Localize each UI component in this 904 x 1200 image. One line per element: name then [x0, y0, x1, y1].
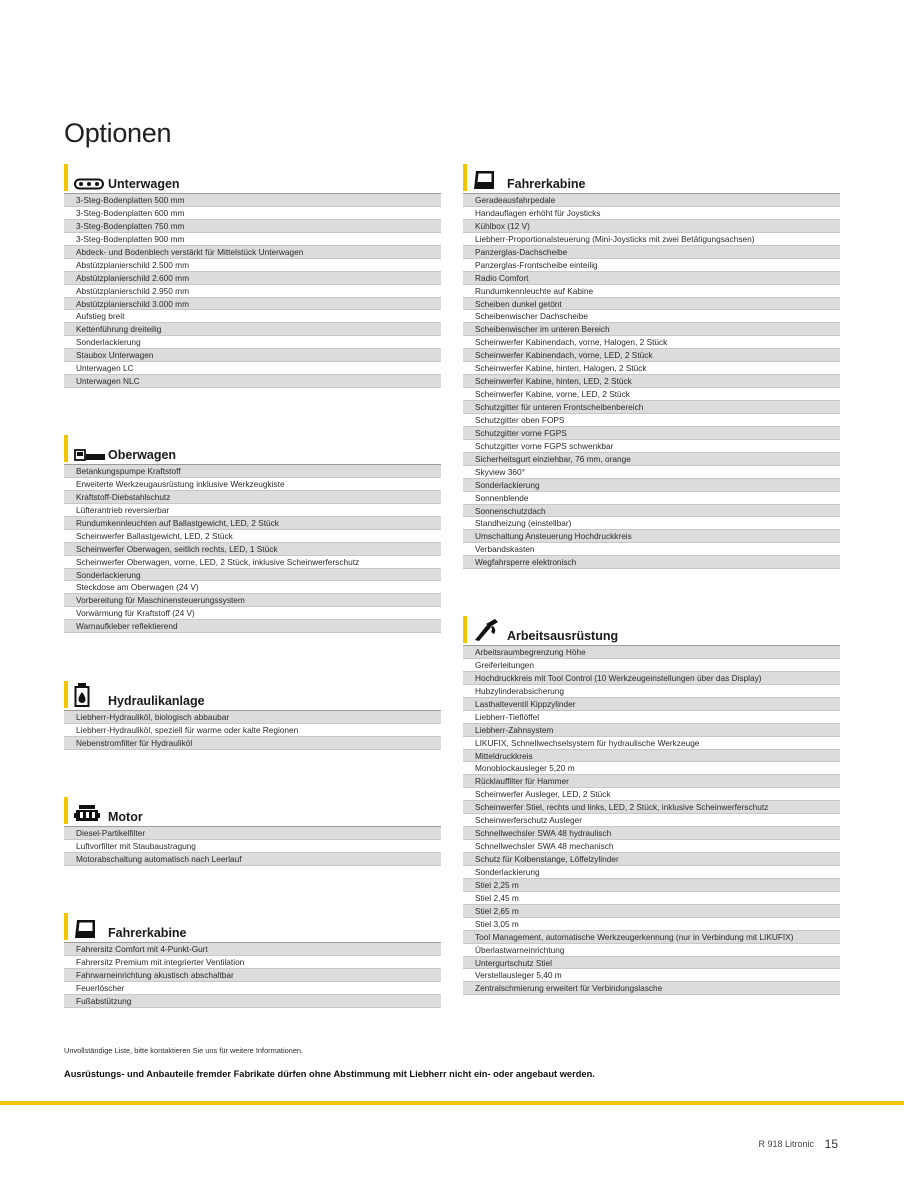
- option-item: 3-Steg-Bodenplatten 600 mm: [64, 207, 441, 220]
- option-item: Schnellwechsler SWA 48 mechanisch: [463, 840, 840, 853]
- options-list: [64, 943, 441, 1008]
- option-item: Scheinwerfer Kabine, hinten, LED, 2 Stück: [463, 375, 840, 388]
- option-item: Staubox Unterwagen: [64, 349, 441, 362]
- accent-bar: [463, 616, 467, 643]
- options-list: [64, 194, 441, 388]
- option-item: Liebherr-Tieflöffel: [463, 711, 840, 724]
- option-item: Kettenführung dreiteilig: [64, 323, 441, 336]
- option-item: Vorbereitung für Maschinensteuerungssystem: [64, 594, 441, 607]
- accent-bar: [64, 681, 68, 708]
- option-item: Sonderlackierung: [64, 336, 441, 349]
- disclaimer-note: Unvollständige Liste, bitte kontaktieren Sie uns für weitere Informationen.: [64, 1046, 304, 1055]
- options-list: [64, 465, 441, 633]
- option-item: Liebherr-Proportionalsteuerung (Mini-Joysticks mit zwei Betätigungsachsen): [463, 233, 840, 246]
- option-item: Abstützplanierschild 2.500 mm: [64, 259, 441, 272]
- section-unterwagen: [64, 163, 441, 388]
- option-item: Scheinwerfer Kabine, hinten, Halogen, 2 Stück: [463, 362, 840, 375]
- section-title: Oberwagen: [108, 448, 177, 462]
- option-item: Zentralschmierung erweitert für Verbindungslasche: [463, 982, 840, 995]
- section-title: Fahrerkabine: [507, 177, 586, 191]
- accent-bar: [64, 164, 68, 191]
- option-item: Scheinwerfer Stiel, rechts und links, LED, 2 Stück, inklusive Scheinwerferschutz: [463, 801, 840, 814]
- option-item: Fußabstützung: [64, 995, 441, 1008]
- option-item: Abstützplanierschild 2.950 mm: [64, 285, 441, 298]
- option-item: Überlastwarneinrichtung: [463, 944, 840, 957]
- option-item: Greiferleitungen: [463, 659, 840, 672]
- option-item: Radio Comfort: [463, 272, 840, 285]
- driver-cab-icon: [473, 170, 497, 190]
- option-item: Warnaufkleber reflektierend: [64, 620, 441, 633]
- option-item: Panzerglas-Frontscheibe einteilig: [463, 259, 840, 272]
- page-number: 15: [824, 1137, 838, 1151]
- option-item: Scheiben dunkel getönt: [463, 298, 840, 311]
- option-item: Lüfterantrieb reversierbar: [64, 504, 441, 517]
- option-item: Vorwärmung für Kraftstoff (24 V): [64, 607, 441, 620]
- option-item: Scheinwerfer Kabinendach, vorne, LED, 2 Stück: [463, 349, 840, 362]
- section-fahrerkabine-right: [463, 163, 840, 569]
- section-header: [64, 434, 441, 465]
- accent-bar: [463, 164, 467, 191]
- excavator-upper-icon: [74, 449, 106, 461]
- footer-product-name: R 918 Litronic: [758, 1139, 814, 1149]
- option-item: Liebherr-Hydrauliköl, speziell für warme oder kalte Regionen: [64, 724, 441, 737]
- option-item: Schutzgitter für unteren Frontscheibenbereich: [463, 401, 840, 414]
- section-title: Fahrerkabine: [108, 926, 187, 940]
- option-item: Verstellausleger 5,40 m: [463, 969, 840, 982]
- option-item: Kraftstoff-Diebstahlschutz: [64, 491, 441, 504]
- option-item: Lasthalteventil Kippzylinder: [463, 698, 840, 711]
- option-item: Diesel-Partikelfilter: [64, 827, 441, 840]
- option-item: Liebherr-Zahnsystem: [463, 724, 840, 737]
- option-item: Sonnenblende: [463, 492, 840, 505]
- options-list: [64, 827, 441, 866]
- section-arbeitsausruestung: [463, 615, 840, 995]
- option-item: Motorabschaltung automatisch nach Leerlauf: [64, 853, 441, 866]
- option-item: Stiel 2,65 m: [463, 905, 840, 918]
- option-item: Hochdruckkreis mit Tool Control (10 Werkzeugeinstellungen über das Display): [463, 672, 840, 685]
- section-title: Arbeitsausrüstung: [507, 629, 619, 643]
- options-list: [463, 646, 840, 995]
- engine-icon: [74, 803, 100, 823]
- section-title: Motor: [108, 810, 143, 824]
- option-item: Luftvorfilter mit Staubaustragung: [64, 840, 441, 853]
- section-motor: [64, 796, 441, 866]
- option-item: Sonnenschutzdach: [463, 505, 840, 518]
- option-item: Scheinwerfer Kabinendach, vorne, Halogen, 2 Stück: [463, 336, 840, 349]
- option-item: Schutzgitter vorne FGPS schwenkbar: [463, 440, 840, 453]
- option-item: Abdeck- und Bodenblech verstärkt für Mittelstück Unterwagen: [64, 246, 441, 259]
- section-title: Hydraulikanlage: [108, 694, 205, 708]
- section-header: [64, 680, 441, 711]
- option-item: Fahrersitz Comfort mit 4-Punkt-Gurt: [64, 943, 441, 956]
- option-item: Liebherr-Hydrauliköl, biologisch abbaubar: [64, 711, 441, 724]
- hydraulic-tank-icon: [74, 683, 90, 707]
- section-header: [64, 163, 441, 194]
- option-item: 3-Steg-Bodenplatten 900 mm: [64, 233, 441, 246]
- option-item: Rundumkennleuchte auf Kabine: [463, 285, 840, 298]
- option-item: Sonderlackierung: [463, 866, 840, 879]
- option-item: Nebenstromfilter für Hydrauliköl: [64, 737, 441, 750]
- option-item: Steckdose am Oberwagen (24 V): [64, 581, 441, 594]
- option-item: Schutz für Kolbenstange, Löffelzylinder: [463, 853, 840, 866]
- option-item: Schnellwechsler SWA 48 hydraulisch: [463, 827, 840, 840]
- section-header: [64, 796, 441, 827]
- option-item: Scheinwerfer Oberwagen, vorne, LED, 2 Stück, inklusive Scheinwerferschutz: [64, 556, 441, 569]
- option-item: Rundumkennleuchten auf Ballastgewicht, LED, 2 Stück: [64, 517, 441, 530]
- option-item: Arbeitsraumbegrenzung Höhe: [463, 646, 840, 659]
- accent-bar: [64, 435, 68, 462]
- option-item: Sonderlackierung: [64, 569, 441, 582]
- option-item: Scheinwerfer Oberwagen, seitlich rechts, LED, 1 Stück: [64, 543, 441, 556]
- option-item: Scheinwerferschutz Ausleger: [463, 814, 840, 827]
- section-header: [463, 163, 840, 194]
- page-title: Optionen: [64, 118, 172, 149]
- option-item: Scheibenwischer Dachscheibe: [463, 310, 840, 323]
- section-oberwagen: [64, 434, 441, 633]
- driver-cab-icon: [74, 919, 98, 939]
- option-item: Feuerlöscher: [64, 982, 441, 995]
- option-item: Standheizung (einstellbar): [463, 517, 840, 530]
- option-item: Scheinwerfer Kabine, vorne, LED, 2 Stück: [463, 388, 840, 401]
- option-item: Sicherheitsgurt einziehbar, 76 mm, orange: [463, 453, 840, 466]
- option-item: Scheinwerfer Ausleger, LED, 2 Stück: [463, 788, 840, 801]
- option-item: Abstützplanierschild 3.000 mm: [64, 298, 441, 311]
- section-header: [463, 615, 840, 646]
- option-item: LIKUFIX, Schnellwechselsystem für hydraulische Werkzeuge: [463, 737, 840, 750]
- third-party-notice: Ausrüstungs- und Anbauteile fremder Fabrikate dürfen ohne Abstimmung mit Liebherr nicht ein- oder angebaut werden.: [64, 1069, 595, 1079]
- option-item: Aufstieg breit: [64, 310, 441, 323]
- option-item: Fahrersitz Premium mit integrierter Ventilation: [64, 956, 441, 969]
- option-item: Skyview 360°: [463, 466, 840, 479]
- option-item: Kühlbox (12 V): [463, 220, 840, 233]
- option-item: Umschaltung Ansteuerung Hochdruckkreis: [463, 530, 840, 543]
- option-item: Untergurtschutz Stiel: [463, 957, 840, 970]
- option-item: Betankungspumpe Kraftstoff: [64, 465, 441, 478]
- excavator-arm-icon: [473, 618, 499, 642]
- option-item: Scheinwerfer Ballastgewicht, LED, 2 Stück: [64, 530, 441, 543]
- option-item: Schutzgitter oben FOPS: [463, 414, 840, 427]
- section-title: Unterwagen: [108, 177, 180, 191]
- options-list: [64, 711, 441, 750]
- option-item: Panzerglas-Dachscheibe: [463, 246, 840, 259]
- option-item: Stiel 2,45 m: [463, 892, 840, 905]
- option-item: Fahrwarneinrichtung akustisch abschaltbar: [64, 969, 441, 982]
- accent-bar: [64, 797, 68, 824]
- option-item: Wegfahrsperre elektronisch: [463, 556, 840, 569]
- option-item: Schutzgitter vorne FGPS: [463, 427, 840, 440]
- option-item: Sonderlackierung: [463, 479, 840, 492]
- option-item: Mitteldruckkreis: [463, 750, 840, 763]
- option-item: Stiel 2,25 m: [463, 879, 840, 892]
- option-item: Tool Management, automatische Werkzeugerkennung (nur in Verbindung mit LIKUFIX): [463, 931, 840, 944]
- section-hydraulikanlage: [64, 680, 441, 750]
- option-item: Rücklauffilter für Hammer: [463, 775, 840, 788]
- option-item: Geradeausfahrpedale: [463, 194, 840, 207]
- option-item: 3-Steg-Bodenplatten 500 mm: [64, 194, 441, 207]
- option-item: Verbandskasten: [463, 543, 840, 556]
- option-item: Scheibenwischer im unteren Bereich: [463, 323, 840, 336]
- option-item: Unterwagen LC: [64, 362, 441, 375]
- option-item: Erweiterte Werkzeugausrüstung inklusive Werkzeugkiste: [64, 478, 441, 491]
- option-item: Stiel 3,05 m: [463, 918, 840, 931]
- option-item: Hubzylinderabsicherung: [463, 685, 840, 698]
- option-item: 3-Steg-Bodenplatten 750 mm: [64, 220, 441, 233]
- option-item: Abstützplanierschild 2.600 mm: [64, 272, 441, 285]
- section-header: [64, 912, 441, 943]
- yellow-divider: [0, 1101, 904, 1105]
- option-item: Monoblockausleger 5,20 m: [463, 762, 840, 775]
- crawler-track-icon: [74, 178, 104, 190]
- accent-bar: [64, 913, 68, 940]
- section-fahrerkabine-left: [64, 912, 441, 1008]
- options-list: [463, 194, 840, 569]
- option-item: Handauflagen erhöht für Joysticks: [463, 207, 840, 220]
- option-item: Unterwagen NLC: [64, 375, 441, 388]
